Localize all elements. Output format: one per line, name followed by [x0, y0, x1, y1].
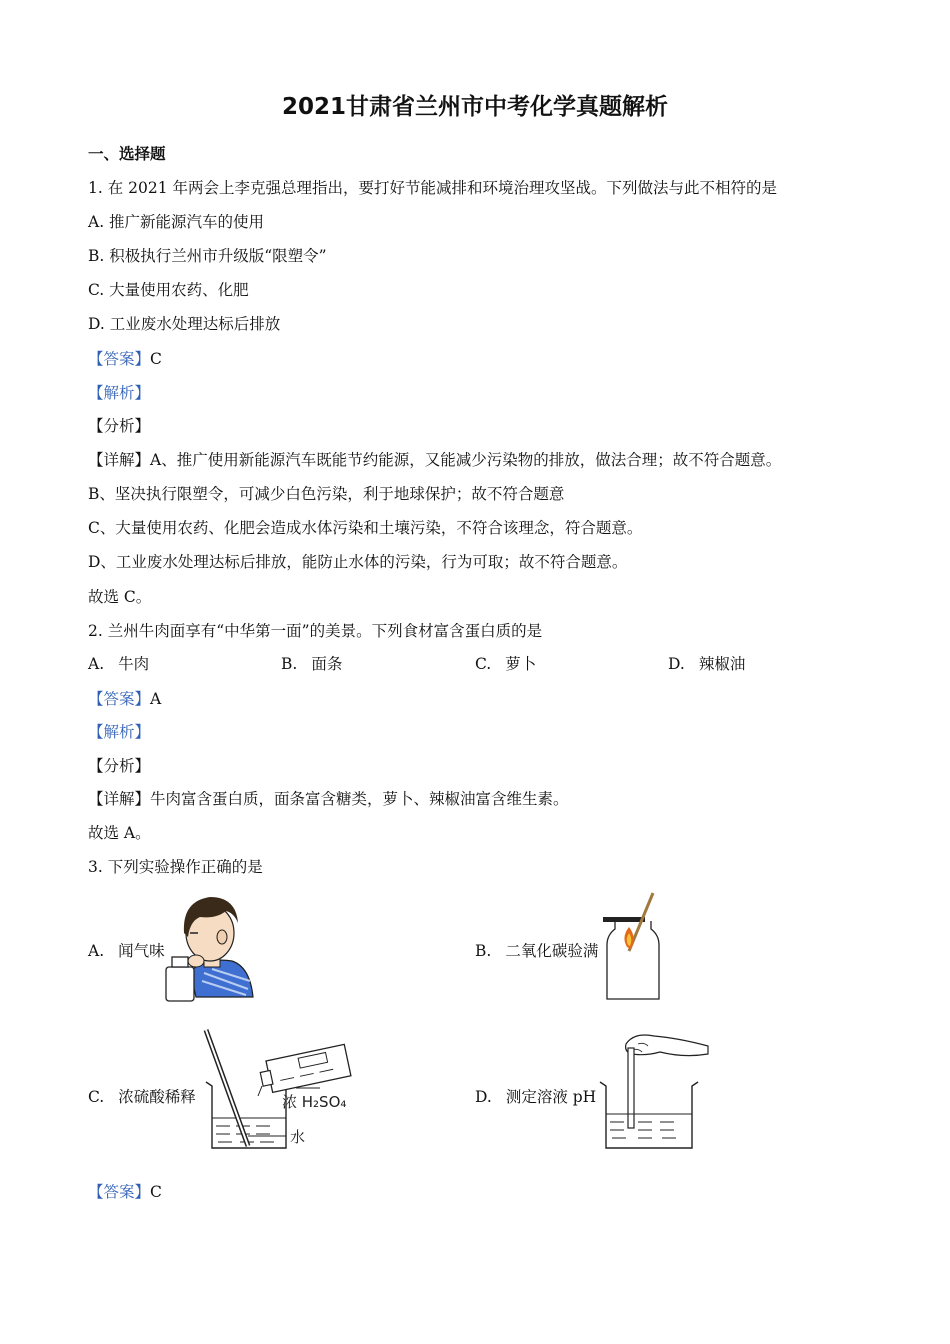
q2-conclusion: 故选 A。 — [88, 824, 151, 842]
answer-tag: 【答案】 — [88, 350, 151, 368]
option-letter: A. — [88, 942, 105, 960]
ph-test-illustration — [598, 1030, 710, 1152]
option-letter: A. — [88, 655, 105, 673]
water-label: 水 — [290, 1128, 306, 1146]
q1-option-d: D. 工业废水处理达标后排放 — [88, 315, 281, 333]
option-letter: B. — [281, 655, 298, 673]
q1-answer — [88, 348, 162, 370]
option-text: 测定溶液 pH — [505, 1088, 597, 1106]
option-text: 萝卜 — [505, 655, 537, 673]
q1-conclusion: 故选 C。 — [88, 588, 152, 606]
answer-value: C — [150, 350, 162, 368]
q2-option-a — [88, 653, 149, 675]
answer-tag: 【答案】 — [88, 690, 151, 708]
section-heading: 一、选择题 — [88, 145, 166, 163]
option-letter: C. — [475, 655, 492, 673]
q3-option-d — [475, 1086, 596, 1108]
option-letter: D. — [668, 655, 685, 673]
q3-option-c — [88, 1086, 196, 1108]
page-title: 2021甘肃省兰州市中考化学真题解析 — [281, 94, 668, 120]
q1-detail-b: B、坚决执行限塑令，可减少白色污染，利于地球保护；故不符合题意 — [88, 485, 565, 503]
q2-option-d — [668, 653, 745, 675]
smell-gas-illustration — [160, 893, 255, 1003]
answer-value: A — [150, 690, 162, 708]
option-text: 面条 — [311, 655, 343, 673]
q2-option-c — [475, 653, 536, 675]
option-text: 牛肉 — [118, 655, 150, 673]
q1-option-c: C. 大量使用农药、化肥 — [88, 281, 249, 299]
q2-answer — [88, 688, 161, 710]
option-text: 辣椒油 — [698, 655, 746, 673]
answer-tag: 【答案】 — [88, 1183, 151, 1201]
q1-detail-c: C、大量使用农药、化肥会造成水体污染和土壤污染，不符合该理念，符合题意。 — [88, 519, 643, 537]
acid-dilution-illustration — [200, 1026, 360, 1154]
q1-detail-d: D、工业废水处理达标后排放，能防止水体的污染，行为可取；故不符合题意。 — [88, 553, 628, 571]
q1-stem: 1. 在 2021 年两会上李克强总理指出，要打好节能减排和环境治理攻坚战。下列做法与此不相符的是 — [88, 179, 778, 197]
detail-tag: 【详解】 — [88, 451, 151, 469]
answer-value: C — [150, 1183, 162, 1201]
q1-option-a: A. 推广新能源汽车的使用 — [88, 213, 265, 231]
option-letter: B. — [475, 942, 492, 960]
q2-stem: 2. 兰州牛肉面享有“中华第一面”的美景。下列食材富含蛋白质的是 — [88, 622, 543, 640]
q1-analysis-tag: 【解析】 — [88, 384, 151, 402]
q1-fenxi: 【分析】 — [88, 417, 151, 435]
q2-option-b — [281, 653, 342, 675]
q1-detail-a — [88, 449, 781, 471]
option-text: 二氧化碳验满 — [505, 942, 599, 960]
q1-option-b: B. 积极执行兰州市升级版“限塑令” — [88, 247, 327, 265]
q2-analysis-tag: 【解析】 — [88, 723, 151, 741]
detail-text: A、推广使用新能源汽车既能节约能源，又能减少污染物的排放，做法合理；故不符合题意。 — [150, 451, 782, 469]
detail-tag: 【详解】 — [88, 790, 151, 808]
q3-stem: 3. 下列实验操作正确的是 — [88, 858, 263, 876]
acid-label: 浓 H₂SO₄ — [282, 1093, 347, 1111]
q3-answer — [88, 1181, 162, 1203]
detail-text: 牛肉富含蛋白质，面条富含糖类，萝卜、辣椒油富含维生素。 — [150, 790, 569, 808]
q2-fenxi: 【分析】 — [88, 757, 151, 775]
option-letter: D. — [475, 1088, 492, 1106]
q3-option-b — [475, 940, 598, 962]
option-letter: C. — [88, 1088, 105, 1106]
co2-full-test-illustration — [603, 891, 663, 1003]
option-text: 闻气味 — [118, 942, 165, 960]
q2-detail — [88, 788, 569, 810]
q3-option-a — [88, 940, 165, 962]
option-text: 浓硫酸稀释 — [118, 1088, 196, 1106]
